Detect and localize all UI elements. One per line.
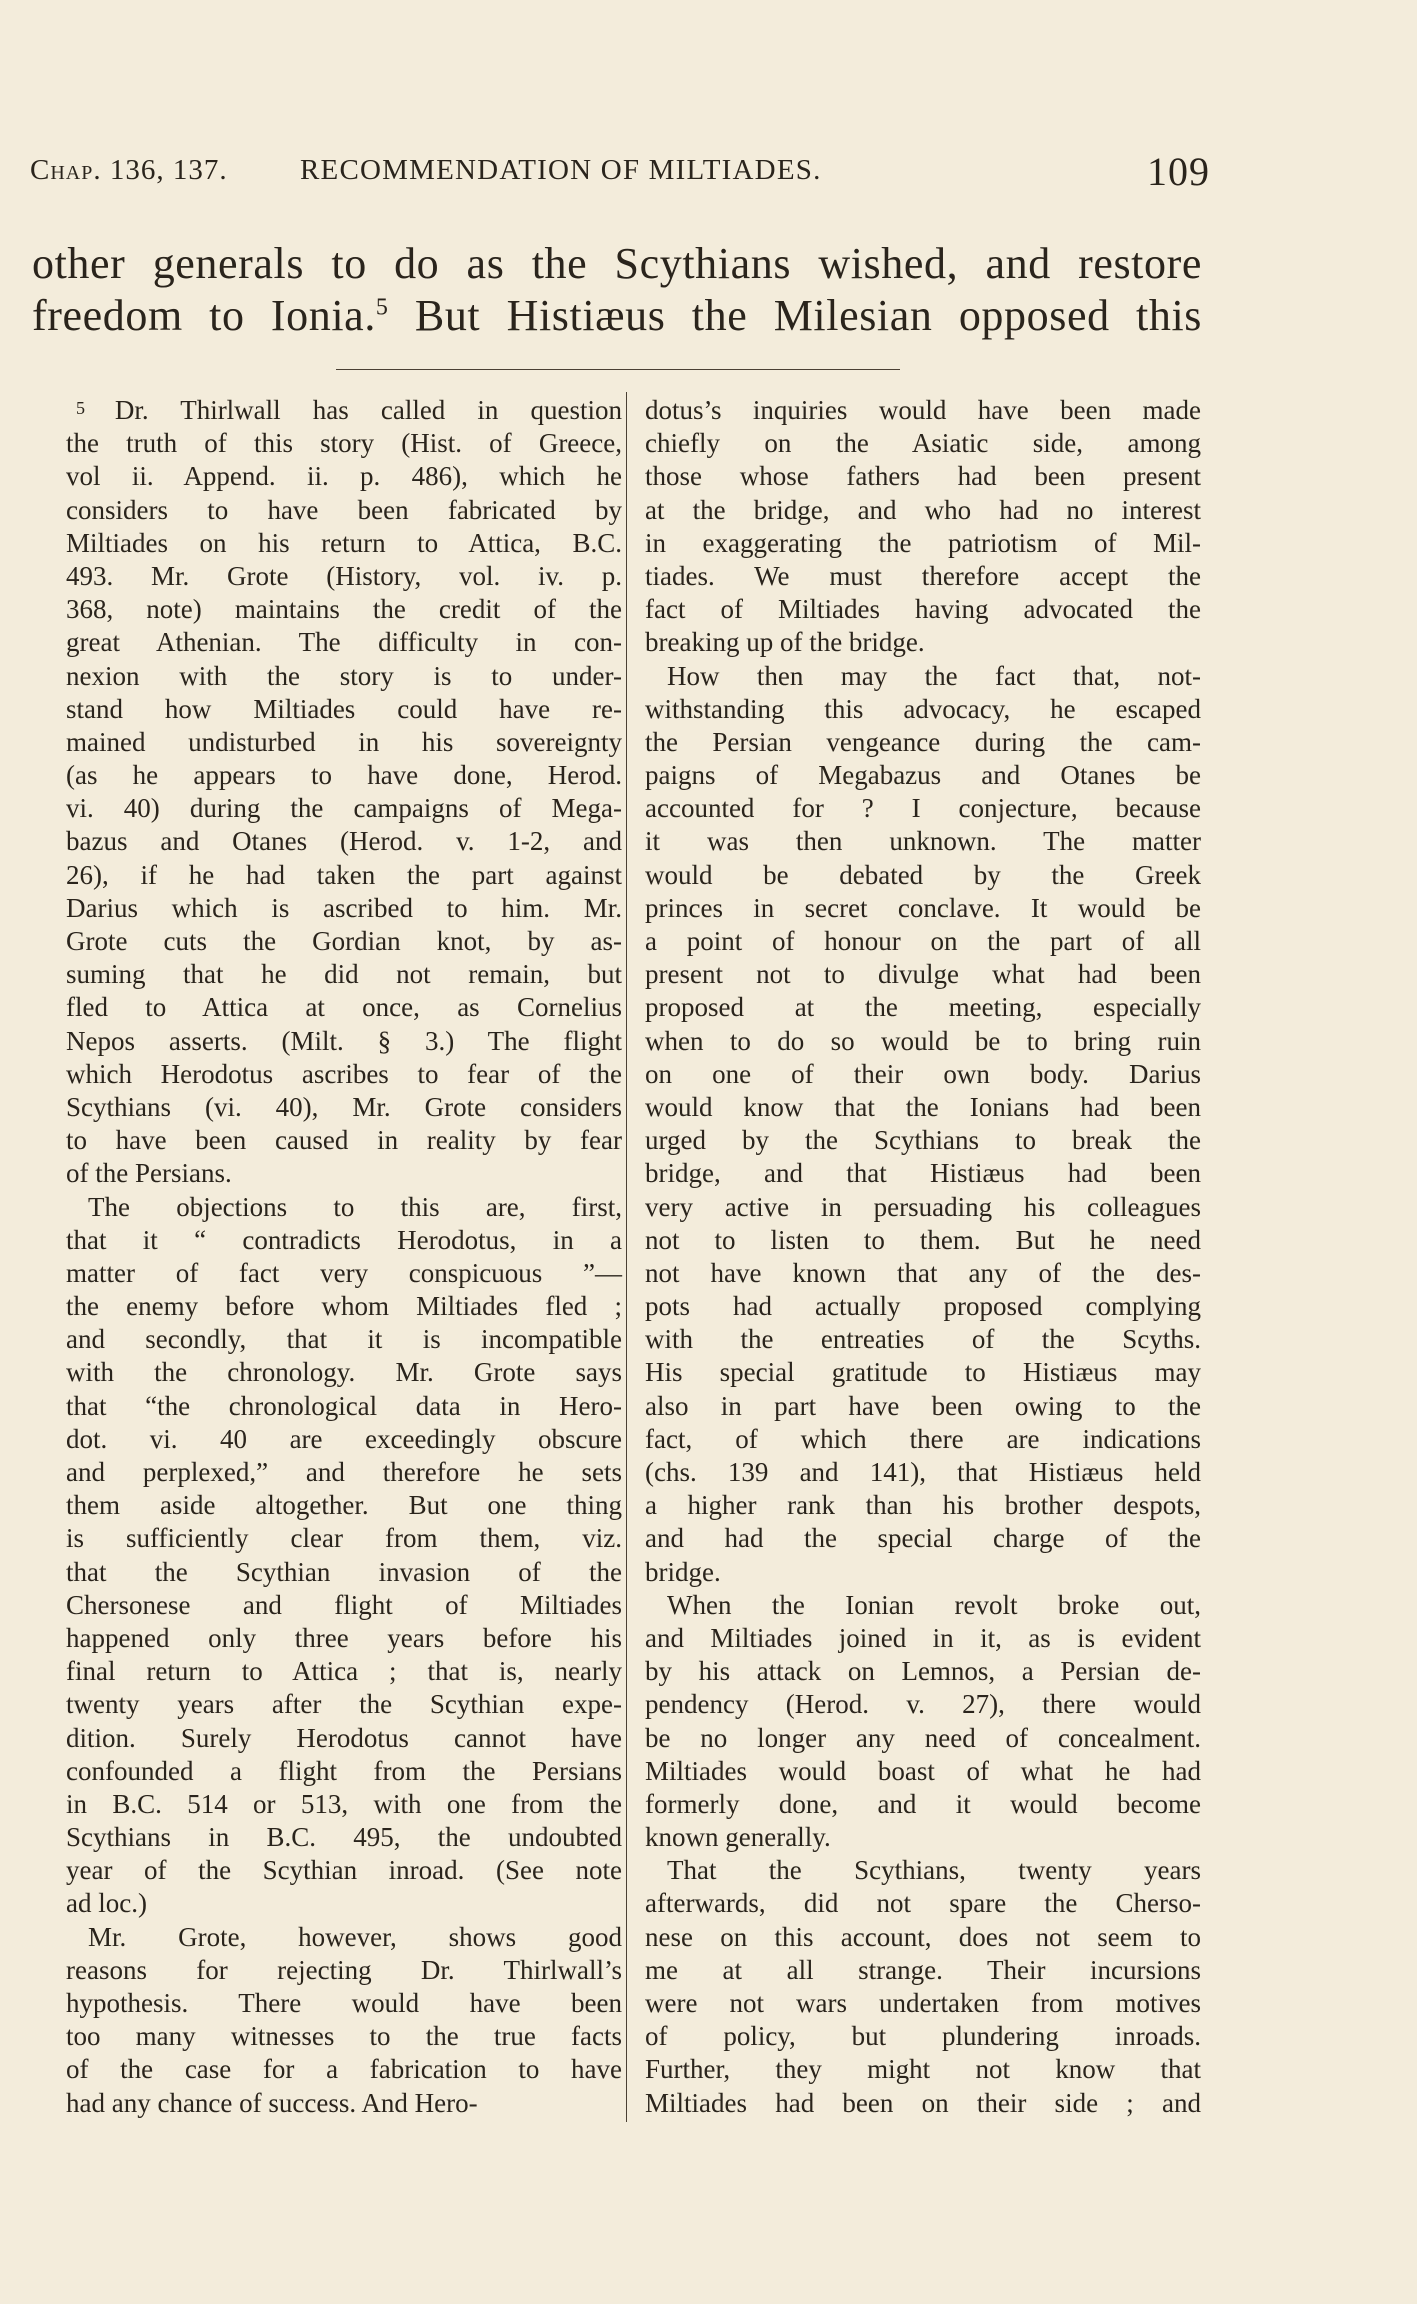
footnote-line-left (66, 1788, 622, 1821)
footnote-text: bazus and Otanes (Herod. v. 1-2, and (66, 826, 622, 857)
footnote-text: (as he appears to have done, Herod. (66, 760, 622, 791)
footnote-text: a point of honour on the part of all (645, 926, 1201, 956)
footnote-line-right (645, 1987, 1201, 2020)
footnote-line-right (645, 991, 1201, 1024)
footnote-text: the enemy before whom Miltiades fled ; (66, 1291, 622, 1322)
body-line-1: other generals to do as the Scythians wished, and restore (32, 239, 1202, 288)
footnote-text: a higher rank than his brother despots, (645, 1490, 1201, 1521)
footnote-line-left (66, 1091, 622, 1124)
footnote-line-right (645, 1589, 1201, 1622)
footnote-line-right (645, 759, 1201, 792)
page-number: 109 (1147, 149, 1210, 194)
footnote-text: 493. Mr. Grote (History, vol. iv. p. (66, 560, 622, 591)
footnote-text: happened only three years before his (66, 1622, 622, 1653)
footnote-line-right (645, 825, 1201, 858)
footnote-line-right (645, 792, 1201, 825)
footnote-text: paigns of Megabazus and Otanes be (645, 760, 1201, 791)
footnote-line-left (66, 825, 622, 858)
footnote-text: That the Scythians, twenty years (667, 1855, 1201, 1886)
footnote-line-right (645, 1356, 1201, 1389)
footnote-line-right (645, 2053, 1201, 2086)
footnote-text: Nepos asserts. (Milt. § 3.) The flight (66, 1025, 622, 1056)
footnote-text: reasons for rejecting Dr. Thirlwall’s (66, 1954, 622, 1985)
footnote-text: His special gratitude to Histiæus may (645, 1357, 1201, 1388)
footnote-text: too many witnesses to the true facts (66, 2021, 622, 2052)
footnote-text: formerly done, and it would become (645, 1788, 1201, 1819)
footnote-line-left (66, 626, 622, 659)
footnote-line-left (66, 1025, 622, 1058)
footnote-line-left (66, 1257, 622, 1290)
footnote-text: Miltiades would boast of what he had (645, 1755, 1201, 1786)
footnote-line-right (645, 1323, 1201, 1356)
footnote-text: Further, they might not know that (645, 2054, 1201, 2085)
footnote-text: nese on this account, does not seem to (645, 1921, 1201, 1952)
footnote-text: final return to Attica ; that is, nearly (66, 1656, 622, 1687)
footnote-text: dotus’s inquiries would have been made (645, 395, 1201, 425)
footnote-line-left (66, 693, 622, 726)
footnote-line-left (66, 1456, 622, 1489)
footnote-text: it was then unknown. The matter (645, 826, 1201, 857)
footnote-line-left (66, 1854, 622, 1887)
footnote-line-right (645, 1423, 1201, 1456)
footnote-text: of the case for a fabrication to have (66, 2054, 622, 2085)
footnote-line-left (66, 726, 622, 759)
footnote-text: hypothesis. There would have been (66, 1988, 622, 2018)
footnote-text: stand how Miltiades could have re- (66, 693, 622, 724)
footnote-text: be no longer any need of concealment. (645, 1722, 1201, 1753)
footnote-line-left (66, 1954, 622, 1987)
footnote-text: When the Ionian revolt broke out, (667, 1589, 1201, 1620)
footnote-line-left (66, 1821, 622, 1854)
footnote-text: by his attack on Lemnos, a Persian de- (645, 1656, 1201, 1687)
footnote-text: on one of their own body. Darius (645, 1058, 1201, 1089)
footnote-text: to have been caused in reality by fear (66, 1125, 622, 1156)
footnote-line-left (66, 1058, 622, 1091)
footnote-text: were not wars undertaken from motives (645, 1988, 1201, 2018)
footnote-text: Darius which is ascribed to him. Mr. (66, 892, 622, 923)
footnote-text: fact of Miltiades having advocated the (645, 594, 1201, 625)
footnote-text: The objections to this are, first, (88, 1191, 622, 1222)
footnote-line-right (645, 1257, 1201, 1290)
footnote-text: 368, note) maintains the credit of the (66, 594, 622, 625)
footnote-line-right (645, 1091, 1201, 1124)
footnote-line-right (645, 626, 1201, 659)
footnote-line-right (645, 726, 1201, 759)
footnote-right-column (645, 394, 1201, 2120)
footnote-line-left (66, 1556, 622, 1589)
footnote-line-right (645, 1622, 1201, 1655)
footnote-line-right (645, 1954, 1201, 1987)
footnote-text: known generally. (645, 1822, 831, 1853)
footnote-text: great Athenian. The difficulty in con- (66, 627, 622, 658)
footnote-text: that “the chronological data in Hero- (66, 1390, 622, 1421)
footnote-line-right (645, 427, 1201, 460)
footnote-text: twenty years after the Scythian expe- (66, 1689, 622, 1720)
footnote-separator (336, 369, 900, 370)
footnote-line-left (66, 1655, 622, 1688)
footnote-text: mained undisturbed in his sovereignty (66, 726, 622, 757)
footnote-line-right (645, 460, 1201, 493)
footnote-line-left (66, 560, 622, 593)
footnote-line-left (66, 1191, 622, 1224)
footnote-line-left (66, 660, 622, 693)
footnote-left-column (66, 394, 622, 2120)
footnote-line-right (645, 660, 1201, 693)
footnote-line-right (645, 527, 1201, 560)
footnote-line-right (645, 1722, 1201, 1755)
footnote-line-right (645, 1921, 1201, 1954)
footnote-line-left (66, 1589, 622, 1622)
footnote-text: that the Scythian invasion of the (66, 1556, 622, 1587)
footnote-line-left (66, 1356, 622, 1389)
footnote-text: nexion with the story is to under- (66, 660, 622, 691)
footnote-text: those whose fathers had been present (645, 461, 1201, 492)
footnote-text: the truth of this story (Hist. of Greece, (66, 428, 622, 459)
column-divider (626, 392, 627, 2122)
body-line-2-start: freedom to Ionia. (32, 291, 376, 340)
footnote-text: tiades. We must therefore accept the (645, 560, 1201, 591)
footnote-line-left (66, 1722, 622, 1755)
footnote-text: princes in secret conclave. It would be (645, 892, 1201, 923)
footnote-line-left (66, 1323, 622, 1356)
footnote-text: me at all strange. Their incursions (645, 1954, 1201, 1985)
footnote-line-right (645, 1887, 1201, 1920)
footnote-text: dot. vi. 40 are exceedingly obscure (66, 1423, 622, 1454)
footnote-text: not have known that any of the des- (645, 1257, 1201, 1288)
footnote-line-left (66, 892, 622, 925)
footnote-line-right (645, 1854, 1201, 1887)
footnote-line-left (66, 593, 622, 626)
footnote-line-left (66, 2053, 622, 2086)
footnote-text: (chs. 139 and 141), that Histiæus held (645, 1457, 1201, 1487)
footnote-text: vi. 40) during the campaigns of Mega- (66, 793, 622, 824)
footnote-line-left (66, 394, 622, 427)
footnote-text: considers to have been fabricated by (66, 494, 622, 525)
footnote-text: them aside altogether. But one thing (66, 1490, 622, 1521)
footnote-text: Miltiades on his return to Attica, B.C. (66, 527, 622, 558)
footnote-text: fled to Attica at once, as Cornelius (66, 992, 622, 1023)
footnote-text: and Miltiades joined in it, as is evident (645, 1622, 1201, 1653)
footnote-text: of policy, but plundering inroads. (645, 2021, 1201, 2052)
footnote-text: in B.C. 514 or 513, with one from the (66, 1788, 622, 1819)
footnote-line-left (66, 527, 622, 560)
footnote-line-left (66, 1887, 622, 1920)
footnote-text: very active in persuading his colleagues (645, 1191, 1201, 1222)
body-line-2 (32, 290, 1202, 342)
footnote-text: when to do so would be to bring ruin (645, 1025, 1201, 1056)
footnote-marker: 5 (76, 398, 115, 418)
footnote-text: would be debated by the Greek (645, 859, 1201, 890)
footnote-text: pots had actually proposed complying (645, 1291, 1201, 1322)
footnote-line-right (645, 892, 1201, 925)
footnote-line-right (645, 2087, 1201, 2120)
footnote-line-left (66, 1390, 622, 1423)
footnote-text: Grote cuts the Gordian knot, by as- (66, 926, 622, 956)
footnote-text: with the chronology. Mr. Grote says (66, 1357, 622, 1388)
footnote-line-right (645, 1124, 1201, 1157)
footnote-line-right (645, 1655, 1201, 1688)
footnote-text: withstanding this advocacy, he escaped (645, 693, 1201, 724)
footnote-line-left (66, 759, 622, 792)
footnote-text: the Persian vengeance during the cam- (645, 726, 1201, 757)
footnote-text: matter of fact very conspicuous ”— (66, 1257, 622, 1288)
footnote-text: Scythians (vi. 40), Mr. Grote considers (66, 1091, 622, 1122)
footnote-line-left (66, 2087, 622, 2120)
footnote-line-right (645, 925, 1201, 958)
footnote-line-left (66, 1622, 622, 1655)
footnote-line-right (645, 1456, 1201, 1489)
footnote-line-left (66, 460, 622, 493)
footnote-text: How then may the fact that, not- (667, 660, 1201, 691)
footnote-line-right (645, 1191, 1201, 1224)
footnote-line-left (66, 1688, 622, 1721)
footnote-text: Mr. Grote, however, shows good (88, 1921, 622, 1952)
footnote-text: breaking up of the bridge. (645, 627, 925, 658)
footnote-text: urged by the Scythians to break the (645, 1125, 1201, 1156)
footnote-line-right (645, 693, 1201, 726)
footnote-line-right (645, 958, 1201, 991)
footnote-text: present not to divulge what had been (645, 959, 1201, 990)
footnote-line-left (66, 1522, 622, 1555)
footnote-line-left (66, 1423, 622, 1456)
footnote-line-left (66, 1987, 622, 2020)
footnote-line-left (66, 991, 622, 1024)
footnote-line-right (645, 2020, 1201, 2053)
footnote-line-left (66, 859, 622, 892)
footnote-text: that it “ contradicts Herodotus, in a (66, 1224, 622, 1255)
footnote-line-right (645, 1025, 1201, 1058)
footnote-text: and secondly, that it is incompatible (66, 1324, 622, 1355)
footnote-line-left (66, 1921, 622, 1954)
footnote-line-right (645, 1821, 1201, 1854)
footnote-line-left (66, 1124, 622, 1157)
footnote-line-right (645, 394, 1201, 427)
footnote-line-right (645, 1390, 1201, 1423)
body-line-2-end: But Histiæus the Milesian opposed this (388, 291, 1202, 340)
footnote-text: with the entreaties of the Scyths. (645, 1324, 1201, 1355)
footnote-text: pendency (Herod. v. 27), there would (645, 1689, 1201, 1720)
footnote-text: and had the special charge of the (645, 1523, 1201, 1554)
footnote-text: Miltiades had been on their side ; and (645, 2087, 1201, 2118)
footnote-line-right (645, 859, 1201, 892)
footnote-text: afterwards, did not spare the Cherso- (645, 1888, 1201, 1919)
footnote-text: vol ii. Append. ii. p. 486), which he (66, 461, 622, 492)
footnote-text: bridge. (645, 1556, 721, 1587)
footnote-text: ad loc.) (66, 1888, 147, 1919)
footnote-text: Dr. Thirlwall has called in question (114, 395, 622, 425)
footnote-reference: 5 (375, 294, 389, 321)
footnote-line-left (66, 2020, 622, 2053)
footnote-line-left (66, 1755, 622, 1788)
footnote-line-left (66, 1157, 622, 1190)
footnote-line-right (645, 494, 1201, 527)
footnote-text: is sufficiently clear from them, viz. (66, 1523, 622, 1554)
page-title: RECOMMENDATION OF MILTIADES. (300, 154, 822, 186)
footnote-line-left (66, 1224, 622, 1257)
footnote-line-left (66, 1290, 622, 1323)
footnote-text: proposed at the meeting, especially (645, 992, 1201, 1023)
footnote-line-right (645, 1556, 1201, 1589)
footnote-text: of the Persians. (66, 1158, 232, 1189)
footnote-text: 26), if he had taken the part against (66, 859, 622, 890)
main-body-text (32, 238, 1202, 342)
footnote-text: fact, of which there are indications (645, 1423, 1201, 1454)
footnote-line-left (66, 925, 622, 958)
footnote-line-right (645, 1290, 1201, 1323)
footnote-line-right (645, 1688, 1201, 1721)
footnote-text: would know that the Ionians had been (645, 1091, 1201, 1122)
footnote-line-right (645, 1157, 1201, 1190)
chapter-reference: Chap. 136, 137. (30, 154, 228, 186)
footnote-line-right (645, 1788, 1201, 1821)
footnote-text: also in part have been owing to the (645, 1390, 1201, 1421)
footnote-text: year of the Scythian inroad. (See note (66, 1855, 622, 1886)
footnote-text: suming that he did not remain, but (66, 959, 622, 990)
footnote-line-right (645, 560, 1201, 593)
footnote-text: accounted for ? I conjecture, because (645, 793, 1201, 824)
footnote-line-right (645, 1489, 1201, 1522)
footnote-text: dition. Surely Herodotus cannot have (66, 1722, 622, 1753)
footnote-text: not to listen to them. But he need (645, 1224, 1201, 1255)
footnote-text: Chersonese and flight of Miltiades (66, 1589, 622, 1620)
footnote-line-left (66, 427, 622, 460)
running-head (30, 148, 1210, 192)
footnote-text: confounded a flight from the Persians (66, 1755, 622, 1786)
footnote-text: Scythians in B.C. 495, the undoubted (66, 1822, 622, 1853)
footnote-line-right (645, 1058, 1201, 1091)
footnote-text: chiefly on the Asiatic side, among (645, 428, 1201, 459)
footnote-line-right (645, 1755, 1201, 1788)
footnote-line-left (66, 1489, 622, 1522)
footnote-line-left (66, 958, 622, 991)
footnote-line-right (645, 593, 1201, 626)
footnote-line-right (645, 1522, 1201, 1555)
footnote-text: bridge, and that Histiæus had been (645, 1158, 1201, 1189)
footnote-text: at the bridge, and who had no interest (645, 494, 1201, 525)
footnote-text: which Herodotus ascribes to fear of the (66, 1058, 622, 1089)
footnote-line-right (645, 1224, 1201, 1257)
footnote-text: in exaggerating the patriotism of Mil- (645, 527, 1201, 558)
footnote-text: had any chance of success. And Hero- (66, 2087, 478, 2118)
footnote-line-left (66, 792, 622, 825)
footnote-line-left (66, 494, 622, 527)
footnote-text: and perplexed,” and therefore he sets (66, 1457, 622, 1487)
